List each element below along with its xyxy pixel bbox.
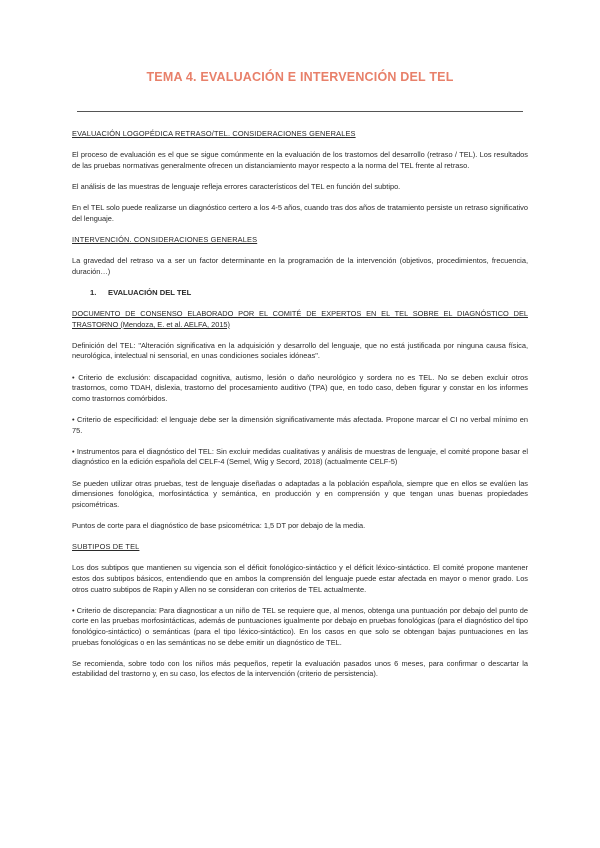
section-heading-evaluacion-logopedica: EVALUACIÓN LOGOPÉDICA RETRASO/TEL. CONSIDERACIONES GENERALES	[72, 129, 356, 138]
paragraph: Puntos de corte para el diagnóstico de base psicométrica: 1,5 DT por debajo de la media.	[72, 520, 366, 530]
bullet-instrumentos: • Instrumentos para el diagnóstico del TEL: Sin excluir medidas cualitativas y análisis de muestras de lenguaje, el comité propone basar el diagnóstico en la edición española del CELF-4 (Semel, Wiig y Secord, 2018) (actualmente CELF-5)	[72, 446, 528, 467]
title-divider	[77, 111, 523, 112]
paragraph: Se pueden utilizar otras pruebas, test de lenguaje diseñadas o adaptadas a la población española, siempre que en ellos se evalúen las dimensiones fonológica, morfosintáctica y semántica, en producción y en comprensión y que tengan unas buenas propiedades psicométricas.	[72, 478, 528, 509]
paragraph: Los dos subtipos que mantienen su vigencia son el déficit fonológico-sintáctico y el déficit léxico-sintáctico. El comité propone mantener estos dos subtipos básicos, entendiendo que en ambos la comprensión del lenguaje puede estar afectada en mayor o menor grado. Los otros cuatro subtipos de Rapin y Allen no se consideran con criterios de TEL actualmente.	[72, 563, 528, 594]
consensus-source: (Mendoza, E. et al. AELFA, 2015)	[118, 319, 231, 329]
document-body	[72, 129, 528, 690]
paragraph-definition: Definición del TEL: "Alteración significativa en la adquisición y desarrollo del lenguaje, que no está justificada por ninguna causa física, neurológica, intelectual ni sensorial, en unas condiciones sociales idóneas".	[72, 340, 528, 361]
page-title: TEMA 4. EVALUACIÓN E INTERVENCIÓN DEL TEL	[146, 70, 454, 84]
bullet-exclusion: • Criterio de exclusión: discapacidad cognitiva, autismo, lesión o daño neurológico y sordera no es TEL. No se deben excluir otros trastornos, como TDAH, dislexia, trastorno del procesamiento auditivo (TPA) que, en todo caso, deben figurar y constar en los informes como trastornos comórbidos.	[72, 372, 528, 403]
paragraph: El proceso de evaluación es el que se sigue comúnmente en la evaluación de los trastornos del desarrollo (retraso / TEL). Los resultados de las pruebas normativas generalmente ofrecen un distanciamiento mayor respecto a la norma del TEL frente al retraso.	[72, 150, 528, 170]
paragraph: En el TEL solo puede realizarse un diagnóstico certero a los 4-5 años, cuando tras dos años de tratamiento persiste un retraso significativo del lenguaje.	[72, 203, 528, 223]
paragraph: La gravedad del retraso va a ser un factor determinante en la programación de la intervención (objetivos, procedimientos, frecuencia, duración…)	[72, 256, 528, 276]
section-heading-subtipos: SUBTIPOS DE TEL	[72, 542, 140, 552]
document-consensus-heading	[72, 309, 528, 330]
paragraph: El análisis de las muestras de lenguaje refleja errores característicos del TEL en función del subtipo.	[72, 181, 401, 191]
bullet-discrepancia: • Criterio de discrepancia: Para diagnosticar a un niño de TEL se requiere que, al menos, obtenga una puntuación por debajo del punto de corte en las pruebas morfosintácticas, además de puntuaciones igualmente por debajo en pruebas fonológicas (para el diagnóstico del tipo fonológico-sintáctico) o semánticas (para el tipo léxico-sintáctico). En los casos en que solo se obtengan bajas puntuaciones en las pruebas fonológicas o en las semánticas no se debe emitir un diagnóstico de TEL.	[72, 605, 528, 647]
section-heading-intervencion: INTERVENCIÓN. CONSIDERACIONES GENERALES	[72, 234, 258, 244]
section-title-text: EVALUACIÓN DEL TEL	[108, 287, 192, 297]
paragraph: Se recomienda, sobre todo con los niños más pequeños, repetir la evaluación pasados unos 6 meses, para confirmar o descartar la estabilidad del trastorno y, en su caso, los efectos de la intervención (criterio de persistencia).	[72, 658, 528, 679]
bullet-especificidad: • Criterio de especificidad: el lenguaje debe ser la dimensión significativamente más afectada. Propone marcar el CI no verbal mínimo en 75.	[72, 415, 528, 435]
section-title-evaluacion-tel	[72, 288, 528, 299]
section-number: 1.	[90, 287, 97, 297]
consensus-heading-text: DOCUMENTO DE CONSENSO ELABORADO POR EL COMITÉ DE EXPERTOS EN EL TEL SOBRE EL DIAGNÓSTICO DEL TRASTORNO	[72, 309, 528, 329]
